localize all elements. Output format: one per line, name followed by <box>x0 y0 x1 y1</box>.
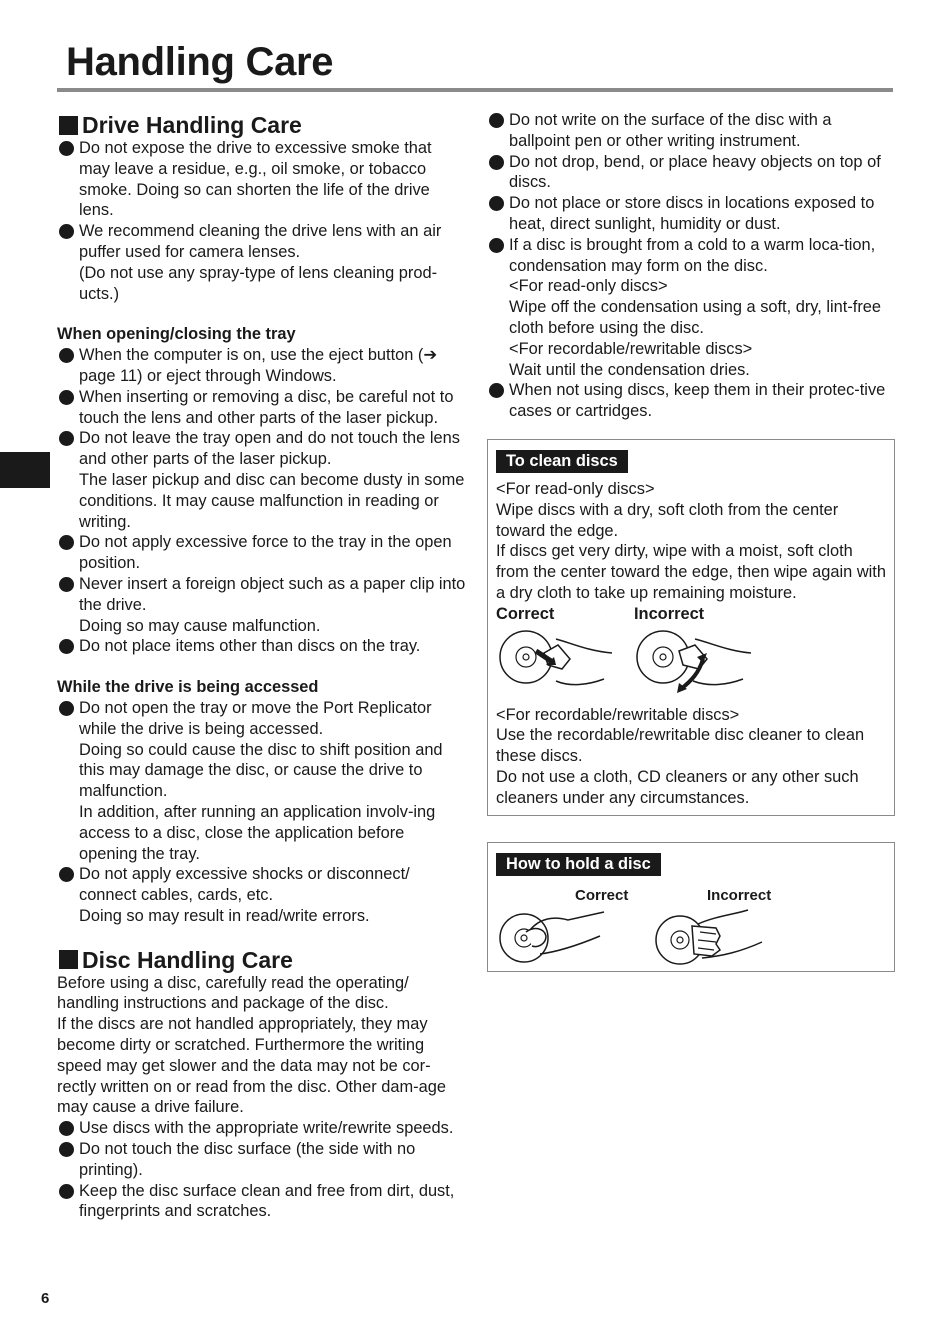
hold-labels <box>496 886 886 907</box>
wipe-incorrect-illustration <box>633 629 763 697</box>
list-item: Do not drop, bend, or place heavy objects on top of discs. <box>487 152 895 194</box>
list-item: Use discs with the appropriate write/rewrite speeds. <box>57 1118 467 1139</box>
accessed-bullets <box>57 698 467 927</box>
list-item: Do not place or store discs in locations exposed to heat, direct sunlight, humidity or dust. <box>487 193 895 235</box>
list-item: Never insert a foreign object such as a paper clip into the drive. Doing so may cause malfunction. <box>57 574 467 636</box>
list-item: Do not apply excessive shocks or disconnect/ connect cables, cards, etc. Doing so may result in read/write errors. <box>57 864 467 926</box>
title-rule <box>57 88 893 92</box>
drive-bullets <box>57 138 467 304</box>
list-item: When the computer is on, use the eject button (➔ page 11) or eject through Windows. <box>57 345 467 387</box>
hold-disc-heading: How to hold a disc <box>496 853 661 876</box>
side-tab-marker <box>0 452 50 488</box>
correct-label: Correct <box>575 886 629 904</box>
disc-heading: Disc Handling Care <box>57 947 467 973</box>
disc-bullets-right <box>487 110 895 422</box>
correct-label: Correct <box>496 604 555 623</box>
incorrect-label: Incorrect <box>634 604 705 623</box>
list-item: Do not expose the drive to excessive smoke that may leave a residue, e.g., oil smoke, or tobacco smoke. Doing so can shorten the life of the drive lens. <box>57 138 467 221</box>
list-item: If a disc is brought from a cold to a warm loca-tion, condensation may form on the disc. <For read-only discs> Wipe off the condensation using a soft, dry, lint-free cloth before using the disc. <For recordable/rewritable discs> Wait until the condensation dries. <box>487 235 895 381</box>
list-item-note: (Do not use any spray-type of lens cleaning prod-ucts.) <box>79 263 438 303</box>
drive-heading: Drive Handling Care <box>57 112 467 138</box>
hold-disc-box <box>487 842 895 972</box>
square-bullet-icon <box>59 950 78 969</box>
list-item: Do not open the tray or move the Port Replicator while the drive is being accessed. Doing so could cause the disc to shift position and this may damage the disc, or cause the drive to malfunction. In addition, after running an application involv-ing access to a disc, close the application before opening the tray. <box>57 698 467 864</box>
disc-intro-1: Before using a disc, carefully read the operating/ handling instructions and package of the disc. <box>57 973 409 1013</box>
incorrect-label: Incorrect <box>707 886 772 904</box>
clean-discs-box: To clean discs <For read-only discs> Wipe discs with a dry, soft cloth from the center toward the edge. If discs get very dirty, wipe with a moist, soft cloth from the center toward the edge, then wipe again with a dry cloth to take up remaining moisture. Correct Incorrect <For recordable/rewritable discs> Use the recordable/rewritable disc cleaner to clean these discs. Do not use a cloth, CD cleaners or any other such cleaners under any circumstances. <box>487 439 895 816</box>
left-column <box>57 110 467 1222</box>
list-item: Do not leave the tray open and do not touch the lens and other parts of the laser pickup. The laser pickup and disc can become dusty in some conditions. It may cause malfunction in reading or writing. <box>57 428 467 532</box>
square-bullet-icon <box>59 116 78 135</box>
wipe-correct-illustration <box>496 629 621 697</box>
list-item: Keep the disc surface clean and free from dirt, dust, fingerprints and scratches. <box>57 1181 467 1223</box>
right-column <box>487 110 895 972</box>
clean-illustrations <box>496 629 886 697</box>
arrow-right-icon: ➔ <box>423 346 438 365</box>
disc-intro-2: If the discs are not handled appropriately, they may become dirty or scratched. Furthermore the writing speed may get slower and the data may not be cor-rectly written on or read from the disc. Other dam-age may cause a drive failure. <box>57 1015 446 1117</box>
tray-bullets <box>57 345 467 657</box>
page-title: Handling Care <box>66 40 334 84</box>
clean-labels <box>496 604 886 625</box>
hold-incorrect-illustration <box>636 906 786 968</box>
list-item: We recommend cleaning the drive lens with an air puffer used for camera lenses. (Do not use any spray-type of lens cleaning prod-ucts.) <box>57 221 467 304</box>
list-item: Do not touch the disc surface (the side with no printing). <box>57 1139 467 1181</box>
list-item: When inserting or removing a disc, be careful not to touch the lens and other parts of the laser pickup. <box>57 387 467 429</box>
hold-correct-illustration <box>496 906 616 968</box>
list-item: Do not place items other than discs on the tray. <box>57 636 467 657</box>
hold-illustrations <box>496 906 886 968</box>
list-item: When not using discs, keep them in their protec-tive cases or cartridges. <box>487 380 895 422</box>
page-number: 6 <box>41 1290 50 1307</box>
clean-discs-heading: To clean discs <box>496 450 628 473</box>
accessed-heading: While the drive is being accessed <box>57 678 319 697</box>
list-item: Do not apply excessive force to the tray in the open position. <box>57 532 467 574</box>
disc-bullets-left <box>57 1118 467 1222</box>
tray-heading: When opening/closing the tray <box>57 325 296 344</box>
list-item: Do not write on the surface of the disc with a ballpoint pen or other writing instrument. <box>487 110 895 152</box>
